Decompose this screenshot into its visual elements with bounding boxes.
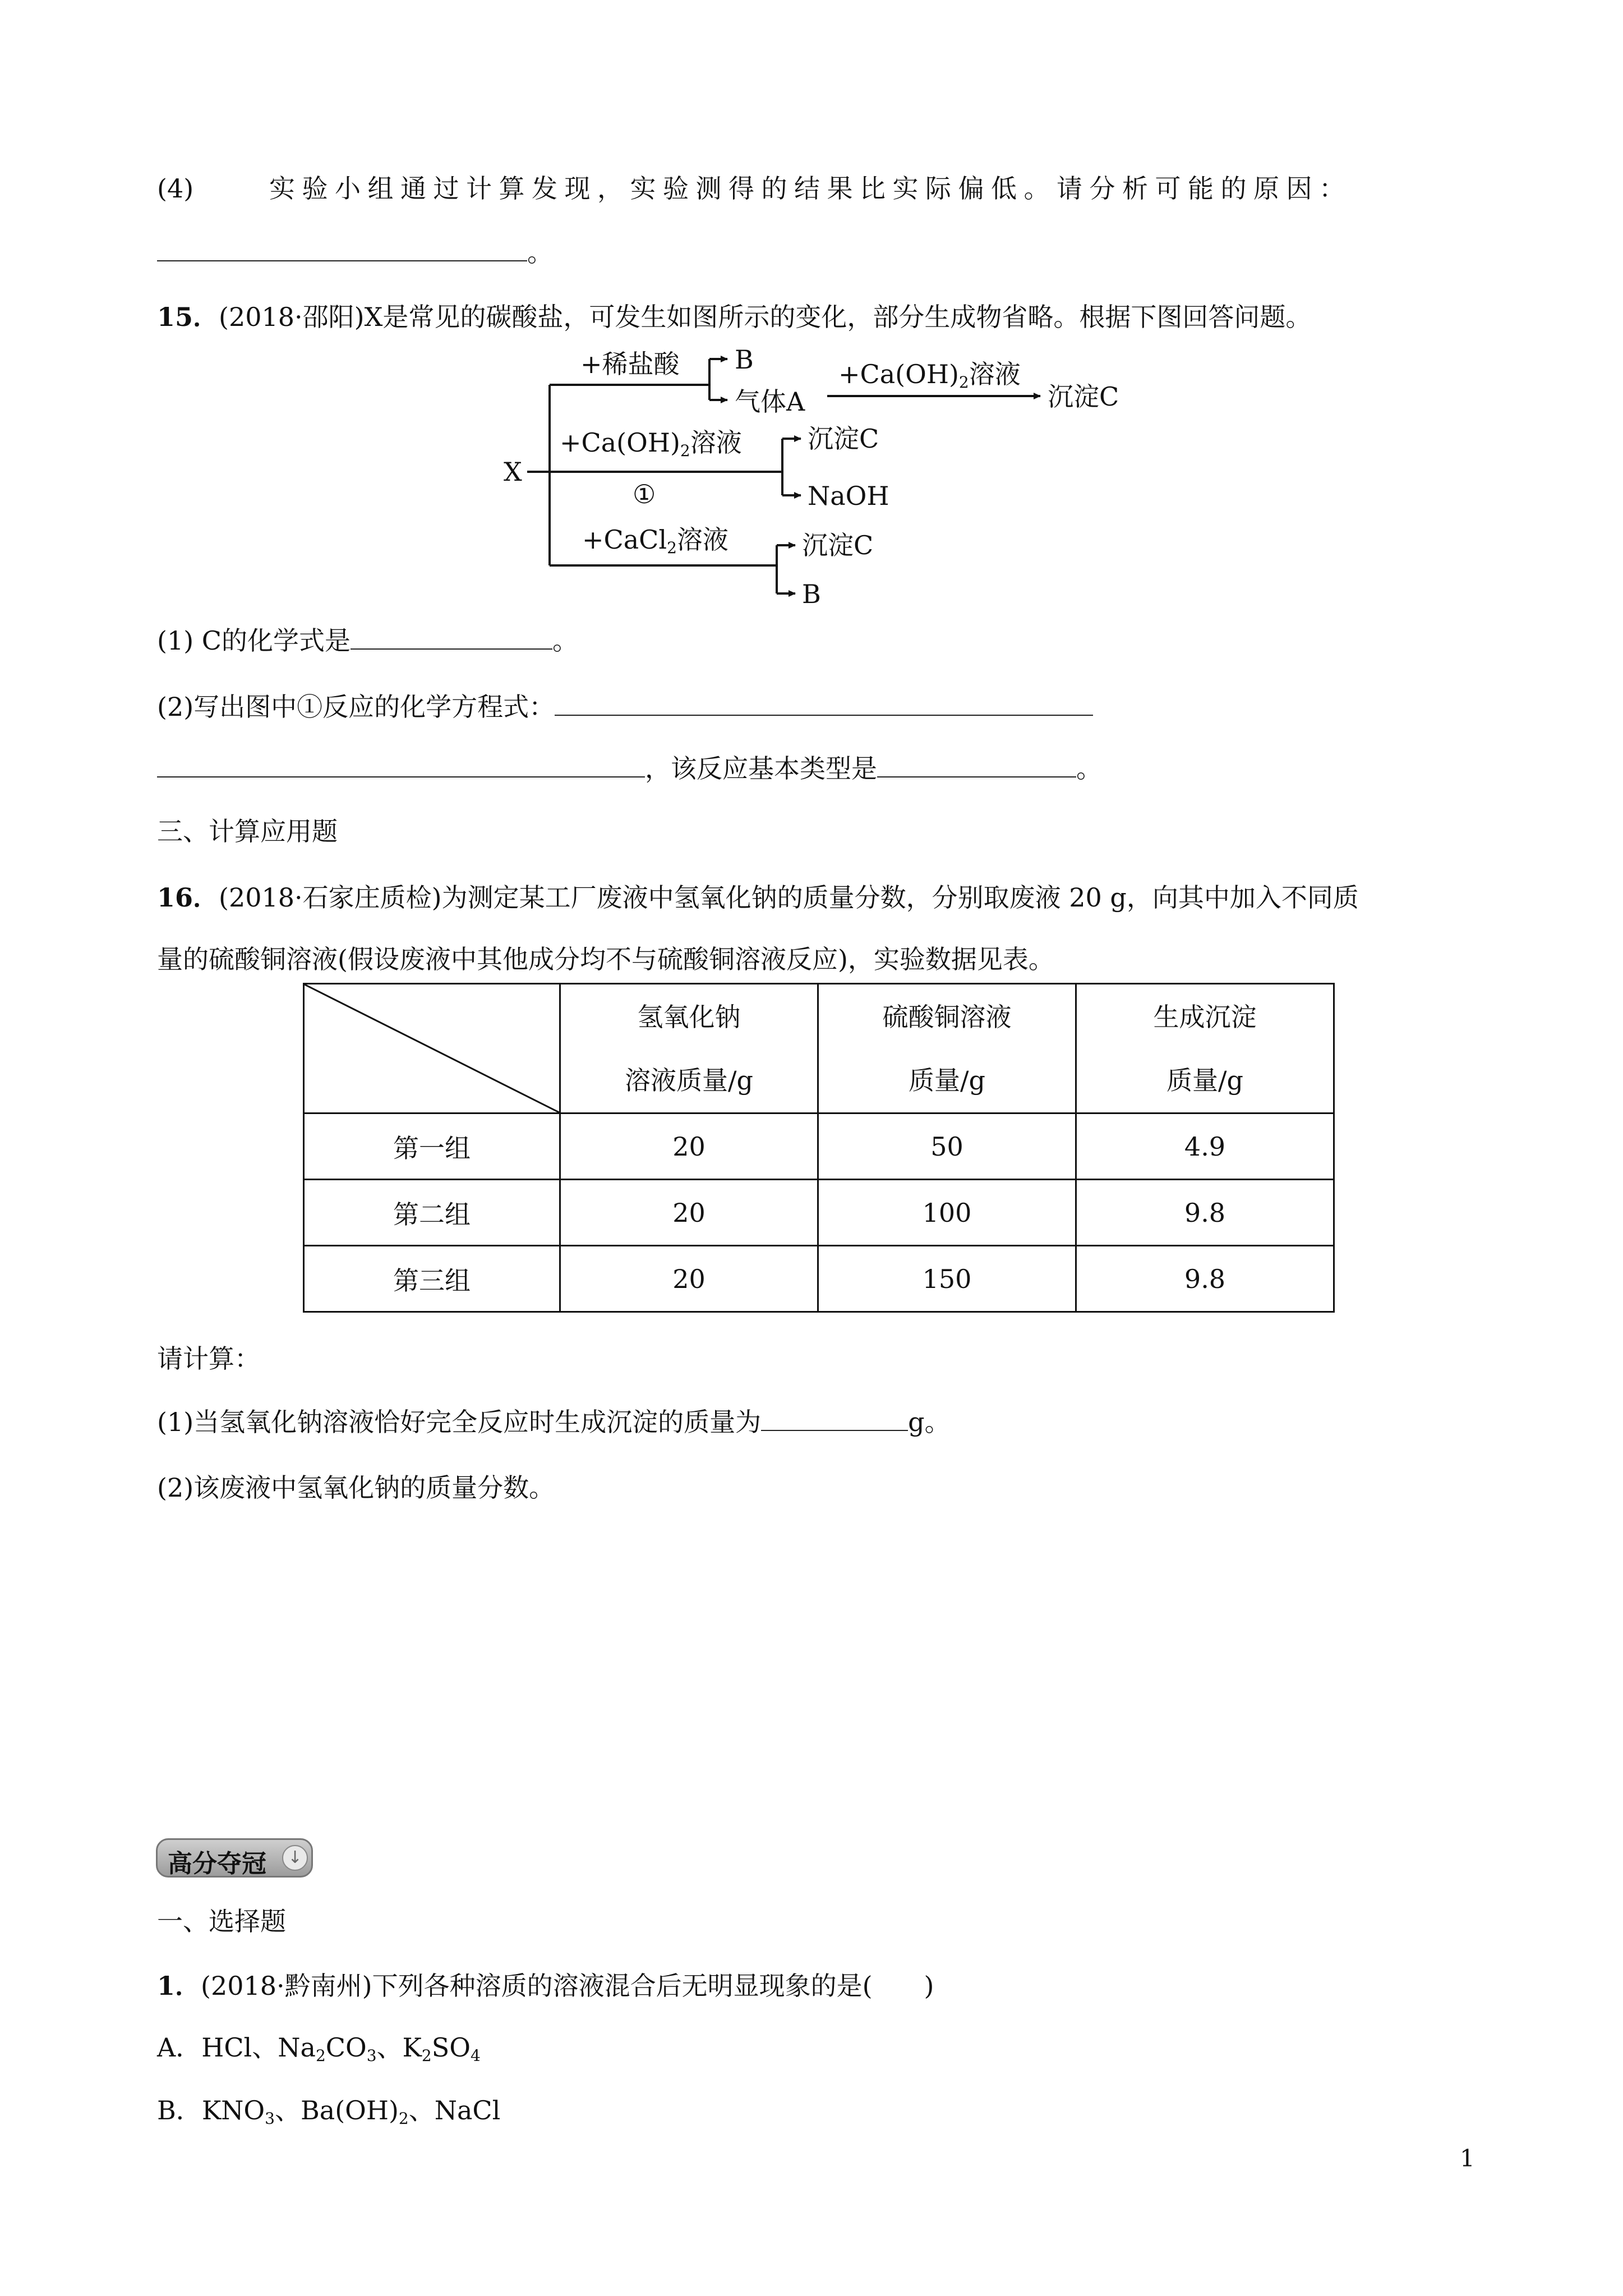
b3-product1: 沉淀C (802, 530, 874, 560)
answer-blank[interactable] (877, 752, 1076, 777)
question-text: 下列各种溶质的溶液混合后无明显现象的是( ) (372, 1971, 934, 2001)
branch2-reagent-sub: 2 (680, 441, 690, 460)
table-cell: 第一组 (304, 1114, 560, 1180)
b1-next-reagent-post: 溶液 (969, 359, 1021, 389)
formula-subscript: 4 (470, 2046, 481, 2065)
page-number: 1 (1460, 2145, 1475, 2172)
table-cell: 150 (818, 1246, 1076, 1312)
branch2-reagent-pre: +Ca(OH) (560, 427, 680, 458)
q16-stem-cont: 量的硫酸铜溶液(假设废液中其他成分均不与硫酸铜溶液反应)，实验数据见表。 (157, 944, 1054, 974)
b3-product2: B (802, 579, 821, 609)
option-text (201, 2032, 481, 2063)
question-number: 1． (157, 1971, 201, 2001)
question-source: (2018·黔南州) (201, 1971, 372, 2001)
formula-subscript: 2 (421, 2046, 432, 2065)
table-cell: 50 (818, 1114, 1076, 1180)
column-header: 氢氧化钠 溶液质量/g (560, 984, 818, 1114)
q16-part1-end: g。 (908, 1407, 951, 1437)
diagonal-line (305, 984, 559, 1112)
formula-text: CO (325, 2032, 367, 2063)
formula-subscript: 2 (315, 2046, 326, 2065)
q15-stem (157, 300, 1311, 334)
data-table (303, 983, 1335, 1313)
q15-part1-end: 。 (552, 625, 578, 656)
column-header: 生成沉淀 质量/g (1076, 984, 1334, 1114)
column-header: 硫酸铜溶液 质量/g (818, 984, 1076, 1114)
formula-text: 、NaCl (408, 2095, 501, 2125)
diagonal-header-cell (304, 984, 560, 1114)
branch2-mark: ① (633, 479, 656, 509)
badge-label: 高分夺冠 (168, 1849, 266, 1878)
formula-text: 、Ba(OH) (274, 2095, 399, 2125)
q16-stem (157, 881, 1359, 914)
section-heading: 三、计算应用题 (157, 816, 338, 846)
q14-part4-text: 实验小组通过计算发现，实验测得的结果比实际偏低。请分析可能的原因： (269, 173, 1352, 204)
question-text: X是常见的碳酸盐，可发生如图所示的变化，部分生成物省略。根据下图回答问题。 (364, 302, 1312, 332)
table-row (304, 1180, 1334, 1246)
table-cell: 100 (818, 1180, 1076, 1246)
question-text: 为测定某工厂废液中氢氧化钠的质量分数，分别取废液 20 g，向其中加入不同质 (441, 882, 1359, 913)
answer-blank[interactable] (761, 1405, 908, 1431)
q14-answer-line (157, 236, 553, 269)
b2-product2: NaOH (808, 481, 889, 511)
table-cell: 4.9 (1076, 1114, 1334, 1180)
formula-text: SO (431, 2032, 471, 2063)
b1-product1: B (735, 344, 754, 375)
answer-blank[interactable] (351, 624, 552, 650)
q16-ask: 请计算： (157, 1343, 260, 1374)
table-cell: 第二组 (304, 1180, 560, 1246)
branch2-reagent-post: 溶液 (690, 427, 742, 458)
b1-product2: 气体A (735, 386, 805, 417)
formula-text: HCl、Na (201, 2032, 316, 2063)
option-a[interactable] (157, 2031, 481, 2064)
q14-part4 (157, 172, 1467, 205)
b1-next-reagent-pre: +Ca(OH) (838, 359, 959, 389)
table-row (304, 1246, 1334, 1312)
down-arrow-icon: ↓ (282, 1845, 308, 1871)
branch3-reagent (582, 524, 728, 557)
question-number: 16． (157, 882, 219, 913)
diagram-start: X (504, 457, 522, 487)
branch3-reagent-post: 溶液 (676, 524, 728, 555)
answer-blank[interactable] (555, 690, 1093, 716)
answer-blank[interactable] (157, 752, 645, 777)
table-cell: 9.8 (1076, 1246, 1334, 1312)
table-cell: 第三组 (304, 1246, 560, 1312)
branch3-reagent-sub: 2 (667, 539, 677, 557)
q15-part1-text: (1) C的化学式是 (157, 625, 351, 656)
q15-part2-end: 。 (1076, 753, 1102, 784)
formula-subscript: 3 (265, 2109, 275, 2128)
q15-part2 (157, 690, 1093, 724)
b1-next-reagent (838, 359, 1021, 392)
branch2-reagent (560, 427, 742, 460)
formula-text: KNO (201, 2095, 265, 2125)
table-cell: 20 (560, 1246, 818, 1312)
table-header-row (304, 984, 1334, 1114)
question-source: (2018·邵阳) (219, 302, 365, 332)
q14-end: 。 (527, 237, 553, 268)
table-cell: 9.8 (1076, 1180, 1334, 1246)
b1-final: 沉淀C (1048, 381, 1119, 412)
section-heading: 一、选择题 (157, 1906, 286, 1936)
branch1-reagent: +稀盐酸 (580, 349, 680, 379)
q16-part2: (2)该废液中氢氧化钠的质量分数。 (157, 1473, 555, 1503)
q14-part4-label: (4) (157, 173, 194, 204)
option-text (201, 2095, 501, 2128)
branch3-reagent-pre: +CaCl (582, 524, 667, 555)
q15-part1 (157, 624, 578, 657)
q15-part2-text: (2)写出图中①反应的化学方程式： (157, 692, 555, 722)
option-label: A． (157, 2032, 202, 2063)
question-number: 15． (157, 302, 219, 332)
q15-part2-mid: ，该反应基本类型是 (645, 753, 877, 784)
section-badge (156, 1838, 313, 1878)
q16-part1-text: (1)当氢氧化钠溶液恰好完全反应时生成沉淀的质量为 (157, 1407, 762, 1437)
q16-part1 (157, 1405, 951, 1439)
table-cell: 20 (560, 1180, 818, 1246)
answer-blank[interactable] (157, 236, 527, 261)
b2-product1: 沉淀C (808, 424, 879, 454)
q15-part2-cont (157, 752, 1102, 785)
table-row (304, 1114, 1334, 1180)
q1-stem (157, 1969, 934, 2003)
table-cell: 20 (560, 1114, 818, 1180)
formula-text: 、K (376, 2032, 422, 2063)
option-label: B． (157, 2095, 202, 2125)
formula-subscript: 3 (366, 2046, 377, 2065)
formula-subscript: 2 (398, 2109, 409, 2128)
question-source: (2018·石家庄质检) (219, 882, 442, 913)
option-b[interactable] (157, 2093, 500, 2127)
b1-next-reagent-sub: 2 (958, 373, 969, 392)
